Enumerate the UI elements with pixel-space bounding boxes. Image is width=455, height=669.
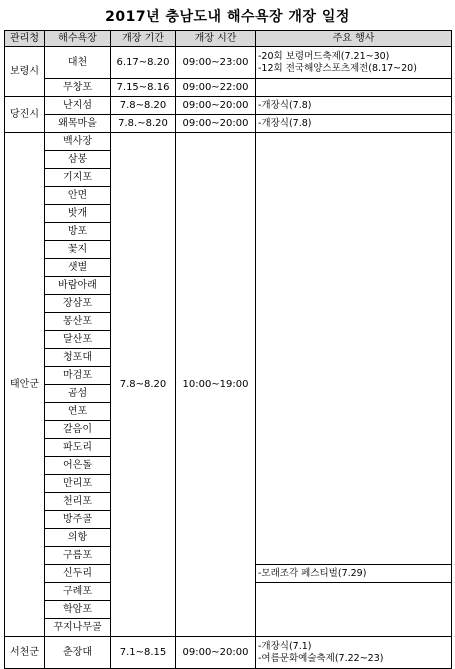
page-title: 2017년 충남도내 해수욕장 개장 일정 — [105, 9, 350, 25]
beach-cell: 갈음이 — [45, 421, 111, 439]
beach-cell: 어은돌 — [45, 457, 111, 475]
table-header-row — [5, 31, 452, 47]
beach-cell: 삼봉 — [45, 151, 111, 169]
beach-cell: 대천 — [45, 47, 111, 79]
beach-cell: 장삼포 — [45, 295, 111, 313]
beach-cell: 청포대 — [45, 349, 111, 367]
time-cell: 09:00~23:00 — [176, 47, 256, 79]
beach-cell: 백사장 — [45, 133, 111, 151]
beach-cell: 몽산포 — [45, 313, 111, 331]
beach-cell: 구례포 — [45, 583, 111, 601]
beach-cell: 학암포 — [45, 601, 111, 619]
beach-cell: 춘장대 — [45, 637, 111, 669]
time-cell: 09:00~20:00 — [176, 97, 256, 115]
beach-cell: 마검포 — [45, 367, 111, 385]
event-item: -20회 보령머드축제(7.21~30) — [258, 50, 390, 62]
event-item: -여름문화예술축제(7.22~23) — [258, 652, 384, 664]
events-cell — [256, 637, 452, 669]
beach-cell: 구름포 — [45, 547, 111, 565]
time-cell: 09:00~22:00 — [176, 79, 256, 97]
time-cell: 10:00~19:00 — [176, 133, 256, 637]
events-cell — [256, 133, 452, 565]
authority-cell: 태안군 — [5, 133, 45, 637]
beach-cell: 만리포 — [45, 475, 111, 493]
authority-cell: 서천군 — [5, 637, 45, 669]
period-cell: 7.1~8.15 — [111, 637, 176, 669]
time-cell: 09:00~20:00 — [176, 115, 256, 133]
beach-cell: 방주골 — [45, 511, 111, 529]
beach-cell: 곰섬 — [45, 385, 111, 403]
beach-cell: 안면 — [45, 187, 111, 205]
event-item: -개장식(7.1) — [258, 640, 312, 652]
event-item: -12회 전국해양스포츠제전(8.17~20) — [258, 62, 417, 74]
beach-schedule-table — [4, 30, 452, 669]
table-row — [5, 133, 452, 151]
beach-cell: 연포 — [45, 403, 111, 421]
beach-cell: 기지포 — [45, 169, 111, 187]
authority-cell: 당진시 — [5, 97, 45, 133]
period-cell: 7.8~8.20 — [111, 133, 176, 637]
table-row — [5, 97, 452, 115]
events-cell — [256, 79, 452, 97]
beach-cell: 꽃지 — [45, 241, 111, 259]
events-cell — [256, 115, 452, 133]
beach-cell: 밧개 — [45, 205, 111, 223]
beach-cell: 난지섬 — [45, 97, 111, 115]
period-cell: 7.8~8.20 — [111, 97, 176, 115]
table-row — [5, 115, 452, 133]
header-events: 주요 행사 — [256, 31, 452, 47]
event-item: -개장식(7.8) — [258, 117, 312, 129]
event-item: -개장식(7.8) — [258, 99, 312, 111]
events-cell — [256, 583, 452, 637]
period-cell: 7.15~8.16 — [111, 79, 176, 97]
beach-cell: 천리포 — [45, 493, 111, 511]
header-time: 개장 시간 — [176, 31, 256, 47]
beach-cell: 무창포 — [45, 79, 111, 97]
table-row — [5, 79, 452, 97]
period-cell: 6.17~8.20 — [111, 47, 176, 79]
events-cell — [256, 47, 452, 79]
beach-cell: 샛별 — [45, 259, 111, 277]
period-cell: 7.8.~8.20 — [111, 115, 176, 133]
beach-cell: 파도리 — [45, 439, 111, 457]
header-beach: 해수욕장 — [45, 31, 111, 47]
header-period: 개장 기간 — [111, 31, 176, 47]
header-authority: 관리청 — [5, 31, 45, 47]
events-cell — [256, 97, 452, 115]
beach-cell: 왜목마을 — [45, 115, 111, 133]
beach-cell: 달산포 — [45, 331, 111, 349]
beach-cell: 바람아래 — [45, 277, 111, 295]
table-row — [5, 47, 452, 79]
event-item: -모래조각 페스티벌(7.29) — [258, 567, 367, 579]
time-cell: 09:00~20:00 — [176, 637, 256, 669]
beach-cell: 꾸지나무골 — [45, 619, 111, 637]
beach-cell: 의항 — [45, 529, 111, 547]
table-row — [5, 637, 452, 669]
beach-cell: 방포 — [45, 223, 111, 241]
beach-cell: 신두리 — [45, 565, 111, 583]
events-cell — [256, 565, 452, 583]
authority-cell: 보령시 — [5, 47, 45, 97]
